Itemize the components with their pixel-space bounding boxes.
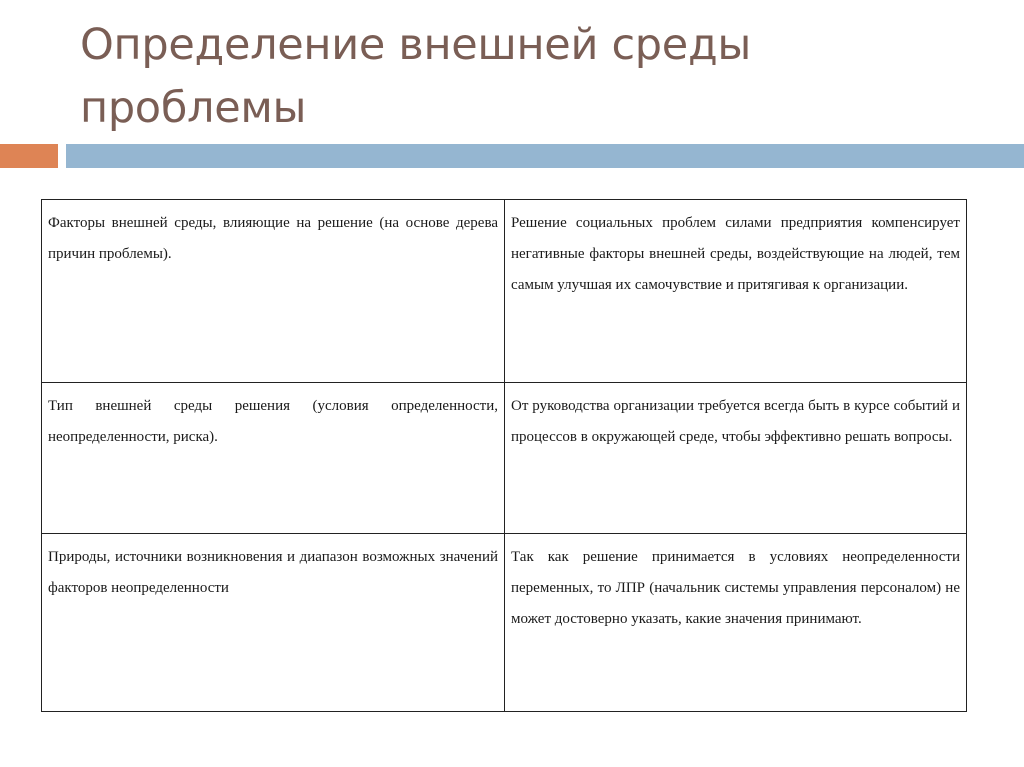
table-row (42, 383, 967, 533)
table-row (42, 200, 967, 383)
table-cell-factor: Тип внешней среды решения (условия определенности, неопределенности, риска). (42, 383, 505, 533)
title-accent-orange-bar (0, 144, 58, 168)
environment-table (41, 199, 967, 712)
slide-title: Определение внешней среды проблемы (80, 20, 752, 133)
table-row (42, 533, 967, 711)
table-cell-description: От руководства организации требуется всегда быть в курсе событий и процессов в окружающей среде, чтобы эффективно решать вопросы. (505, 383, 967, 533)
table-cell-description: Решение социальных проблем силами предприятия компенсирует негативные факторы внешней среды, воздействующие на людей, тем самым улучшая их самочувствие и притягивая к организации. (505, 200, 967, 383)
table-cell-factor: Природы, источники возникновения и диапазон возможных значений факторов неопределенности (42, 533, 505, 711)
title-accent-blue-bar (66, 144, 1024, 168)
table-cell-description: Так как решение принимается в условиях неопределенности переменных, то ЛПР (начальник системы управления персоналом) не может достоверно указать, какие значения принимают. (505, 533, 967, 711)
table-cell-factor: Факторы внешней среды, влияющие на решение (на основе дерева причин проблемы). (42, 200, 505, 383)
